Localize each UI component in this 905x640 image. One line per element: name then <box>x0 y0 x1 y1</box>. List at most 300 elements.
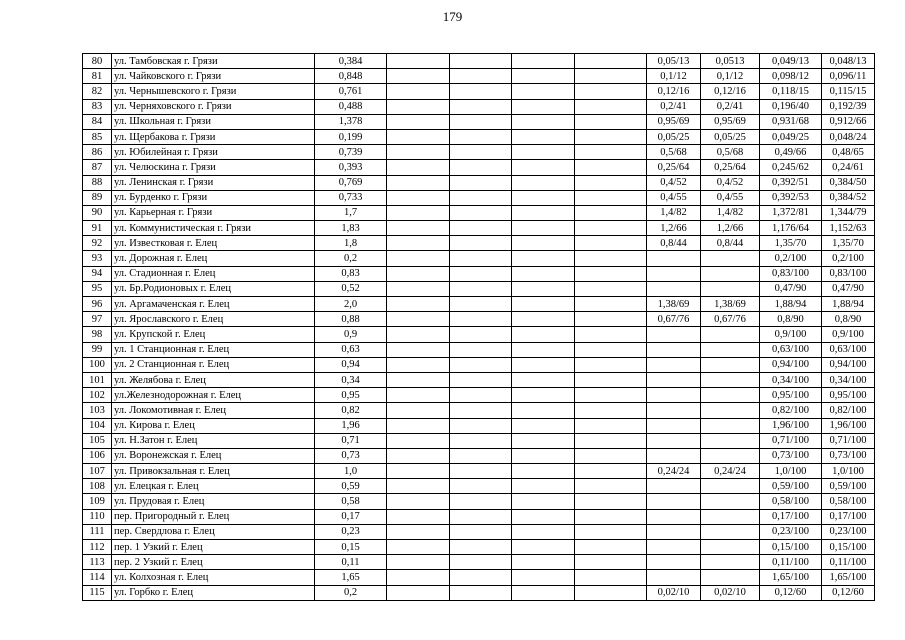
street-name-cell: ул. Коммунистическая г. Грязи <box>112 221 315 236</box>
value-cell-8: 1,65/100 <box>822 570 875 585</box>
row-number-cell: 84 <box>83 114 112 129</box>
value-cell-2 <box>450 372 512 387</box>
length-cell: 0,739 <box>315 145 387 160</box>
row-number-cell: 86 <box>83 145 112 160</box>
value-cell-7: 1,35/70 <box>760 236 822 251</box>
value-cell-5: 0,4/52 <box>647 175 701 190</box>
value-cell-7: 0,47/90 <box>760 281 822 296</box>
value-cell-3 <box>512 190 575 205</box>
value-cell-1 <box>387 281 450 296</box>
street-name-cell: ул. Н.Затон г. Елец <box>112 433 315 448</box>
value-cell-2 <box>450 54 512 69</box>
value-cell-3 <box>512 327 575 342</box>
value-cell-5 <box>647 524 701 539</box>
value-cell-6 <box>701 448 760 463</box>
street-name-cell: ул. Аргамаченская г. Елец <box>112 297 315 312</box>
row-number-cell: 96 <box>83 297 112 312</box>
street-name-cell: пер. Пригородный г. Елец <box>112 509 315 524</box>
value-cell-5: 0,95/69 <box>647 114 701 129</box>
value-cell-7: 0,9/100 <box>760 327 822 342</box>
value-cell-5 <box>647 570 701 585</box>
value-cell-8: 0,71/100 <box>822 433 875 448</box>
value-cell-5 <box>647 509 701 524</box>
value-cell-3 <box>512 570 575 585</box>
street-name-cell: ул. Чайковского г. Грязи <box>112 69 315 84</box>
length-cell: 0,95 <box>315 388 387 403</box>
value-cell-4 <box>575 479 647 494</box>
value-cell-7: 0,63/100 <box>760 342 822 357</box>
value-cell-2 <box>450 251 512 266</box>
value-cell-3 <box>512 297 575 312</box>
value-cell-6: 1,2/66 <box>701 221 760 236</box>
value-cell-8: 1,88/94 <box>822 297 875 312</box>
value-cell-6 <box>701 509 760 524</box>
value-cell-7: 0,73/100 <box>760 448 822 463</box>
value-cell-5: 1,2/66 <box>647 221 701 236</box>
value-cell-1 <box>387 479 450 494</box>
table-row <box>83 69 875 84</box>
table-row <box>83 54 875 69</box>
value-cell-3 <box>512 464 575 479</box>
value-cell-7: 1,96/100 <box>760 418 822 433</box>
length-cell: 0,34 <box>315 372 387 387</box>
value-cell-6: 0,8/44 <box>701 236 760 251</box>
length-cell: 0,73 <box>315 448 387 463</box>
value-cell-1 <box>387 84 450 99</box>
value-cell-8: 1,96/100 <box>822 418 875 433</box>
value-cell-8: 0,83/100 <box>822 266 875 281</box>
value-cell-5 <box>647 327 701 342</box>
street-name-cell: ул. 1 Станционная г. Елец <box>112 342 315 357</box>
value-cell-5 <box>647 494 701 509</box>
row-number-cell: 111 <box>83 524 112 539</box>
street-name-cell: ул. Дорожная г. Елец <box>112 251 315 266</box>
table-row <box>83 99 875 114</box>
row-number-cell: 109 <box>83 494 112 509</box>
value-cell-4 <box>575 54 647 69</box>
value-cell-2 <box>450 312 512 327</box>
value-cell-2 <box>450 494 512 509</box>
value-cell-4 <box>575 114 647 129</box>
value-cell-8: 0,192/39 <box>822 99 875 114</box>
value-cell-1 <box>387 160 450 175</box>
value-cell-7: 1,176/64 <box>760 221 822 236</box>
value-cell-8: 0,384/52 <box>822 190 875 205</box>
value-cell-2 <box>450 418 512 433</box>
value-cell-3 <box>512 114 575 129</box>
value-cell-4 <box>575 540 647 555</box>
value-cell-7: 0,2/100 <box>760 251 822 266</box>
length-cell: 0,769 <box>315 175 387 190</box>
value-cell-1 <box>387 297 450 312</box>
value-cell-4 <box>575 175 647 190</box>
value-cell-1 <box>387 494 450 509</box>
value-cell-4 <box>575 281 647 296</box>
value-cell-1 <box>387 540 450 555</box>
street-name-cell: ул. Желябова г. Елец <box>112 372 315 387</box>
length-cell: 0,82 <box>315 403 387 418</box>
value-cell-3 <box>512 372 575 387</box>
value-cell-4 <box>575 509 647 524</box>
row-number-cell: 80 <box>83 54 112 69</box>
row-number-cell: 99 <box>83 342 112 357</box>
table-row <box>83 509 875 524</box>
value-cell-5 <box>647 388 701 403</box>
length-cell: 1,8 <box>315 236 387 251</box>
value-cell-3 <box>512 312 575 327</box>
value-cell-5 <box>647 433 701 448</box>
value-cell-4 <box>575 585 647 600</box>
value-cell-1 <box>387 69 450 84</box>
street-name-cell: ул. Бр.Родионовых г. Елец <box>112 281 315 296</box>
value-cell-8: 0,24/61 <box>822 160 875 175</box>
value-cell-6 <box>701 388 760 403</box>
table-row <box>83 403 875 418</box>
table-row <box>83 479 875 494</box>
length-cell: 0,59 <box>315 479 387 494</box>
value-cell-4 <box>575 494 647 509</box>
value-cell-3 <box>512 221 575 236</box>
value-cell-5: 0,2/41 <box>647 99 701 114</box>
value-cell-7: 0,58/100 <box>760 494 822 509</box>
value-cell-6 <box>701 540 760 555</box>
value-cell-1 <box>387 145 450 160</box>
value-cell-8: 0,11/100 <box>822 555 875 570</box>
value-cell-2 <box>450 433 512 448</box>
value-cell-7: 0,8/90 <box>760 312 822 327</box>
value-cell-3 <box>512 403 575 418</box>
value-cell-4 <box>575 418 647 433</box>
value-cell-6 <box>701 524 760 539</box>
value-cell-5: 0,02/10 <box>647 585 701 600</box>
length-cell: 1,378 <box>315 114 387 129</box>
street-name-cell: ул. Локомотивная г. Елец <box>112 403 315 418</box>
value-cell-8: 0,048/24 <box>822 129 875 144</box>
value-cell-5 <box>647 479 701 494</box>
value-cell-1 <box>387 388 450 403</box>
value-cell-4 <box>575 221 647 236</box>
value-cell-1 <box>387 448 450 463</box>
value-cell-3 <box>512 448 575 463</box>
value-cell-1 <box>387 114 450 129</box>
value-cell-3 <box>512 175 575 190</box>
value-cell-5: 0,12/16 <box>647 84 701 99</box>
row-number-cell: 83 <box>83 99 112 114</box>
value-cell-5 <box>647 555 701 570</box>
value-cell-5: 0,8/44 <box>647 236 701 251</box>
length-cell: 2,0 <box>315 297 387 312</box>
row-number-cell: 104 <box>83 418 112 433</box>
value-cell-4 <box>575 236 647 251</box>
value-cell-5 <box>647 403 701 418</box>
value-cell-2 <box>450 190 512 205</box>
value-cell-3 <box>512 555 575 570</box>
row-number-cell: 101 <box>83 372 112 387</box>
value-cell-2 <box>450 342 512 357</box>
value-cell-6: 1,4/82 <box>701 205 760 220</box>
value-cell-2 <box>450 403 512 418</box>
row-number-cell: 94 <box>83 266 112 281</box>
value-cell-2 <box>450 479 512 494</box>
value-cell-7: 1,372/81 <box>760 205 822 220</box>
value-cell-4 <box>575 464 647 479</box>
value-cell-7: 0,34/100 <box>760 372 822 387</box>
row-number-cell: 97 <box>83 312 112 327</box>
value-cell-7: 0,17/100 <box>760 509 822 524</box>
length-cell: 1,65 <box>315 570 387 585</box>
value-cell-7: 0,12/60 <box>760 585 822 600</box>
length-cell: 0,393 <box>315 160 387 175</box>
value-cell-1 <box>387 190 450 205</box>
length-cell: 1,7 <box>315 205 387 220</box>
value-cell-1 <box>387 312 450 327</box>
value-cell-6: 0,5/68 <box>701 145 760 160</box>
value-cell-8: 0,47/90 <box>822 281 875 296</box>
value-cell-1 <box>387 205 450 220</box>
table-row <box>83 84 875 99</box>
row-number-cell: 100 <box>83 357 112 372</box>
value-cell-7: 0,931/68 <box>760 114 822 129</box>
value-cell-5 <box>647 342 701 357</box>
street-name-cell: ул. Черняховского г. Грязи <box>112 99 315 114</box>
row-number-cell: 85 <box>83 129 112 144</box>
table-row <box>83 266 875 281</box>
value-cell-7: 0,15/100 <box>760 540 822 555</box>
value-cell-6: 0,95/69 <box>701 114 760 129</box>
table-row <box>83 372 875 387</box>
value-cell-6: 0,4/52 <box>701 175 760 190</box>
street-name-cell: ул. Воронежская г. Елец <box>112 448 315 463</box>
value-cell-7: 1,65/100 <box>760 570 822 585</box>
street-name-cell: ул. Известковая г. Елец <box>112 236 315 251</box>
table-row <box>83 448 875 463</box>
street-name-cell: ул.Железнодорожная г. Елец <box>112 388 315 403</box>
value-cell-3 <box>512 145 575 160</box>
page-number: 179 <box>442 9 463 24</box>
value-cell-5: 0,4/55 <box>647 190 701 205</box>
value-cell-7: 1,88/94 <box>760 297 822 312</box>
street-name-cell: ул. 2 Станционная г. Елец <box>112 357 315 372</box>
value-cell-1 <box>387 418 450 433</box>
value-cell-5: 0,05/25 <box>647 129 701 144</box>
row-number-cell: 91 <box>83 221 112 236</box>
value-cell-6 <box>701 570 760 585</box>
length-cell: 1,83 <box>315 221 387 236</box>
table-row <box>83 357 875 372</box>
value-cell-6: 0,25/64 <box>701 160 760 175</box>
value-cell-3 <box>512 357 575 372</box>
value-cell-1 <box>387 464 450 479</box>
table-row <box>83 570 875 585</box>
row-number-cell: 110 <box>83 509 112 524</box>
value-cell-6 <box>701 342 760 357</box>
value-cell-1 <box>387 403 450 418</box>
value-cell-1 <box>387 251 450 266</box>
table-row <box>83 236 875 251</box>
table-row <box>83 418 875 433</box>
street-name-cell: ул. Щербакова г. Грязи <box>112 129 315 144</box>
value-cell-8: 0,82/100 <box>822 403 875 418</box>
value-cell-5: 0,05/13 <box>647 54 701 69</box>
value-cell-8: 1,152/63 <box>822 221 875 236</box>
value-cell-2 <box>450 205 512 220</box>
value-cell-5 <box>647 266 701 281</box>
value-cell-8: 0,95/100 <box>822 388 875 403</box>
value-cell-3 <box>512 129 575 144</box>
value-cell-5 <box>647 540 701 555</box>
value-cell-6: 0,05/25 <box>701 129 760 144</box>
value-cell-1 <box>387 54 450 69</box>
value-cell-6 <box>701 327 760 342</box>
value-cell-3 <box>512 99 575 114</box>
value-cell-3 <box>512 479 575 494</box>
value-cell-3 <box>512 160 575 175</box>
value-cell-1 <box>387 372 450 387</box>
value-cell-1 <box>387 266 450 281</box>
value-cell-8: 1,0/100 <box>822 464 875 479</box>
value-cell-1 <box>387 585 450 600</box>
value-cell-7: 0,94/100 <box>760 357 822 372</box>
row-number-cell: 88 <box>83 175 112 190</box>
value-cell-5: 0,25/64 <box>647 160 701 175</box>
street-name-cell: ул. Кирова г. Елец <box>112 418 315 433</box>
value-cell-7: 0,71/100 <box>760 433 822 448</box>
street-name-cell: пер. Свердлова г. Елец <box>112 524 315 539</box>
row-number-cell: 89 <box>83 190 112 205</box>
row-number-cell: 114 <box>83 570 112 585</box>
street-name-cell: ул. Колхозная г. Елец <box>112 570 315 585</box>
value-cell-8: 0,63/100 <box>822 342 875 357</box>
value-cell-1 <box>387 221 450 236</box>
value-cell-4 <box>575 99 647 114</box>
value-cell-5: 1,4/82 <box>647 205 701 220</box>
value-cell-1 <box>387 509 450 524</box>
value-cell-8: 0,94/100 <box>822 357 875 372</box>
value-cell-4 <box>575 145 647 160</box>
value-cell-2 <box>450 175 512 190</box>
length-cell: 1,0 <box>315 464 387 479</box>
street-name-cell: ул. Ленинская г. Грязи <box>112 175 315 190</box>
value-cell-4 <box>575 357 647 372</box>
length-cell: 0,71 <box>315 433 387 448</box>
value-cell-4 <box>575 251 647 266</box>
length-cell: 0,15 <box>315 540 387 555</box>
street-name-cell: ул. Бурденко г. Грязи <box>112 190 315 205</box>
value-cell-7: 0,049/13 <box>760 54 822 69</box>
value-cell-7: 0,392/53 <box>760 190 822 205</box>
value-cell-1 <box>387 327 450 342</box>
value-cell-6: 0,0513 <box>701 54 760 69</box>
row-number-cell: 106 <box>83 448 112 463</box>
value-cell-2 <box>450 540 512 555</box>
street-name-cell: ул. Ярославского г. Елец <box>112 312 315 327</box>
value-cell-6 <box>701 555 760 570</box>
value-cell-3 <box>512 418 575 433</box>
value-cell-2 <box>450 160 512 175</box>
value-cell-2 <box>450 388 512 403</box>
value-cell-2 <box>450 448 512 463</box>
value-cell-8: 0,48/65 <box>822 145 875 160</box>
value-cell-3 <box>512 205 575 220</box>
length-cell: 0,58 <box>315 494 387 509</box>
value-cell-1 <box>387 342 450 357</box>
value-cell-8: 0,8/90 <box>822 312 875 327</box>
value-cell-2 <box>450 464 512 479</box>
value-cell-1 <box>387 357 450 372</box>
value-cell-2 <box>450 221 512 236</box>
value-cell-6: 0,02/10 <box>701 585 760 600</box>
value-cell-8: 0,2/100 <box>822 251 875 266</box>
value-cell-3 <box>512 69 575 84</box>
value-cell-8: 0,15/100 <box>822 540 875 555</box>
value-cell-5 <box>647 418 701 433</box>
value-cell-3 <box>512 494 575 509</box>
table-row <box>83 145 875 160</box>
value-cell-8: 0,096/11 <box>822 69 875 84</box>
value-cell-8: 0,9/100 <box>822 327 875 342</box>
table-row <box>83 524 875 539</box>
length-cell: 0,52 <box>315 281 387 296</box>
row-number-cell: 98 <box>83 327 112 342</box>
value-cell-4 <box>575 160 647 175</box>
value-cell-4 <box>575 403 647 418</box>
value-cell-7: 0,23/100 <box>760 524 822 539</box>
row-number-cell: 90 <box>83 205 112 220</box>
value-cell-4 <box>575 448 647 463</box>
value-cell-2 <box>450 129 512 144</box>
value-cell-6 <box>701 372 760 387</box>
table-row <box>83 251 875 266</box>
street-name-cell: ул. Юбилейная г. Грязи <box>112 145 315 160</box>
street-name-cell: ул. Стадионная г. Елец <box>112 266 315 281</box>
value-cell-8: 0,58/100 <box>822 494 875 509</box>
value-cell-7: 0,95/100 <box>760 388 822 403</box>
value-cell-2 <box>450 327 512 342</box>
value-cell-4 <box>575 266 647 281</box>
street-name-cell: ул. Елецкая г. Елец <box>112 479 315 494</box>
value-cell-8: 1,35/70 <box>822 236 875 251</box>
value-cell-3 <box>512 84 575 99</box>
row-number-cell: 105 <box>83 433 112 448</box>
value-cell-6 <box>701 281 760 296</box>
value-cell-2 <box>450 555 512 570</box>
table-row <box>83 388 875 403</box>
value-cell-4 <box>575 327 647 342</box>
value-cell-8: 0,912/66 <box>822 114 875 129</box>
street-name-cell: ул. Школьная г. Грязи <box>112 114 315 129</box>
value-cell-7: 0,118/15 <box>760 84 822 99</box>
value-cell-7: 1,0/100 <box>760 464 822 479</box>
row-number-cell: 81 <box>83 69 112 84</box>
row-number-cell: 87 <box>83 160 112 175</box>
value-cell-1 <box>387 433 450 448</box>
value-cell-4 <box>575 129 647 144</box>
table-row <box>83 297 875 312</box>
value-cell-5 <box>647 251 701 266</box>
street-name-cell: ул. Карьерная г. Грязи <box>112 205 315 220</box>
value-cell-3 <box>512 342 575 357</box>
length-cell: 0,83 <box>315 266 387 281</box>
value-cell-3 <box>512 585 575 600</box>
table-row <box>83 433 875 448</box>
value-cell-7: 0,82/100 <box>760 403 822 418</box>
table-row <box>83 221 875 236</box>
value-cell-6 <box>701 403 760 418</box>
value-cell-7: 0,11/100 <box>760 555 822 570</box>
value-cell-3 <box>512 524 575 539</box>
street-name-cell: ул. Горбко г. Елец <box>112 585 315 600</box>
table-row <box>83 327 875 342</box>
